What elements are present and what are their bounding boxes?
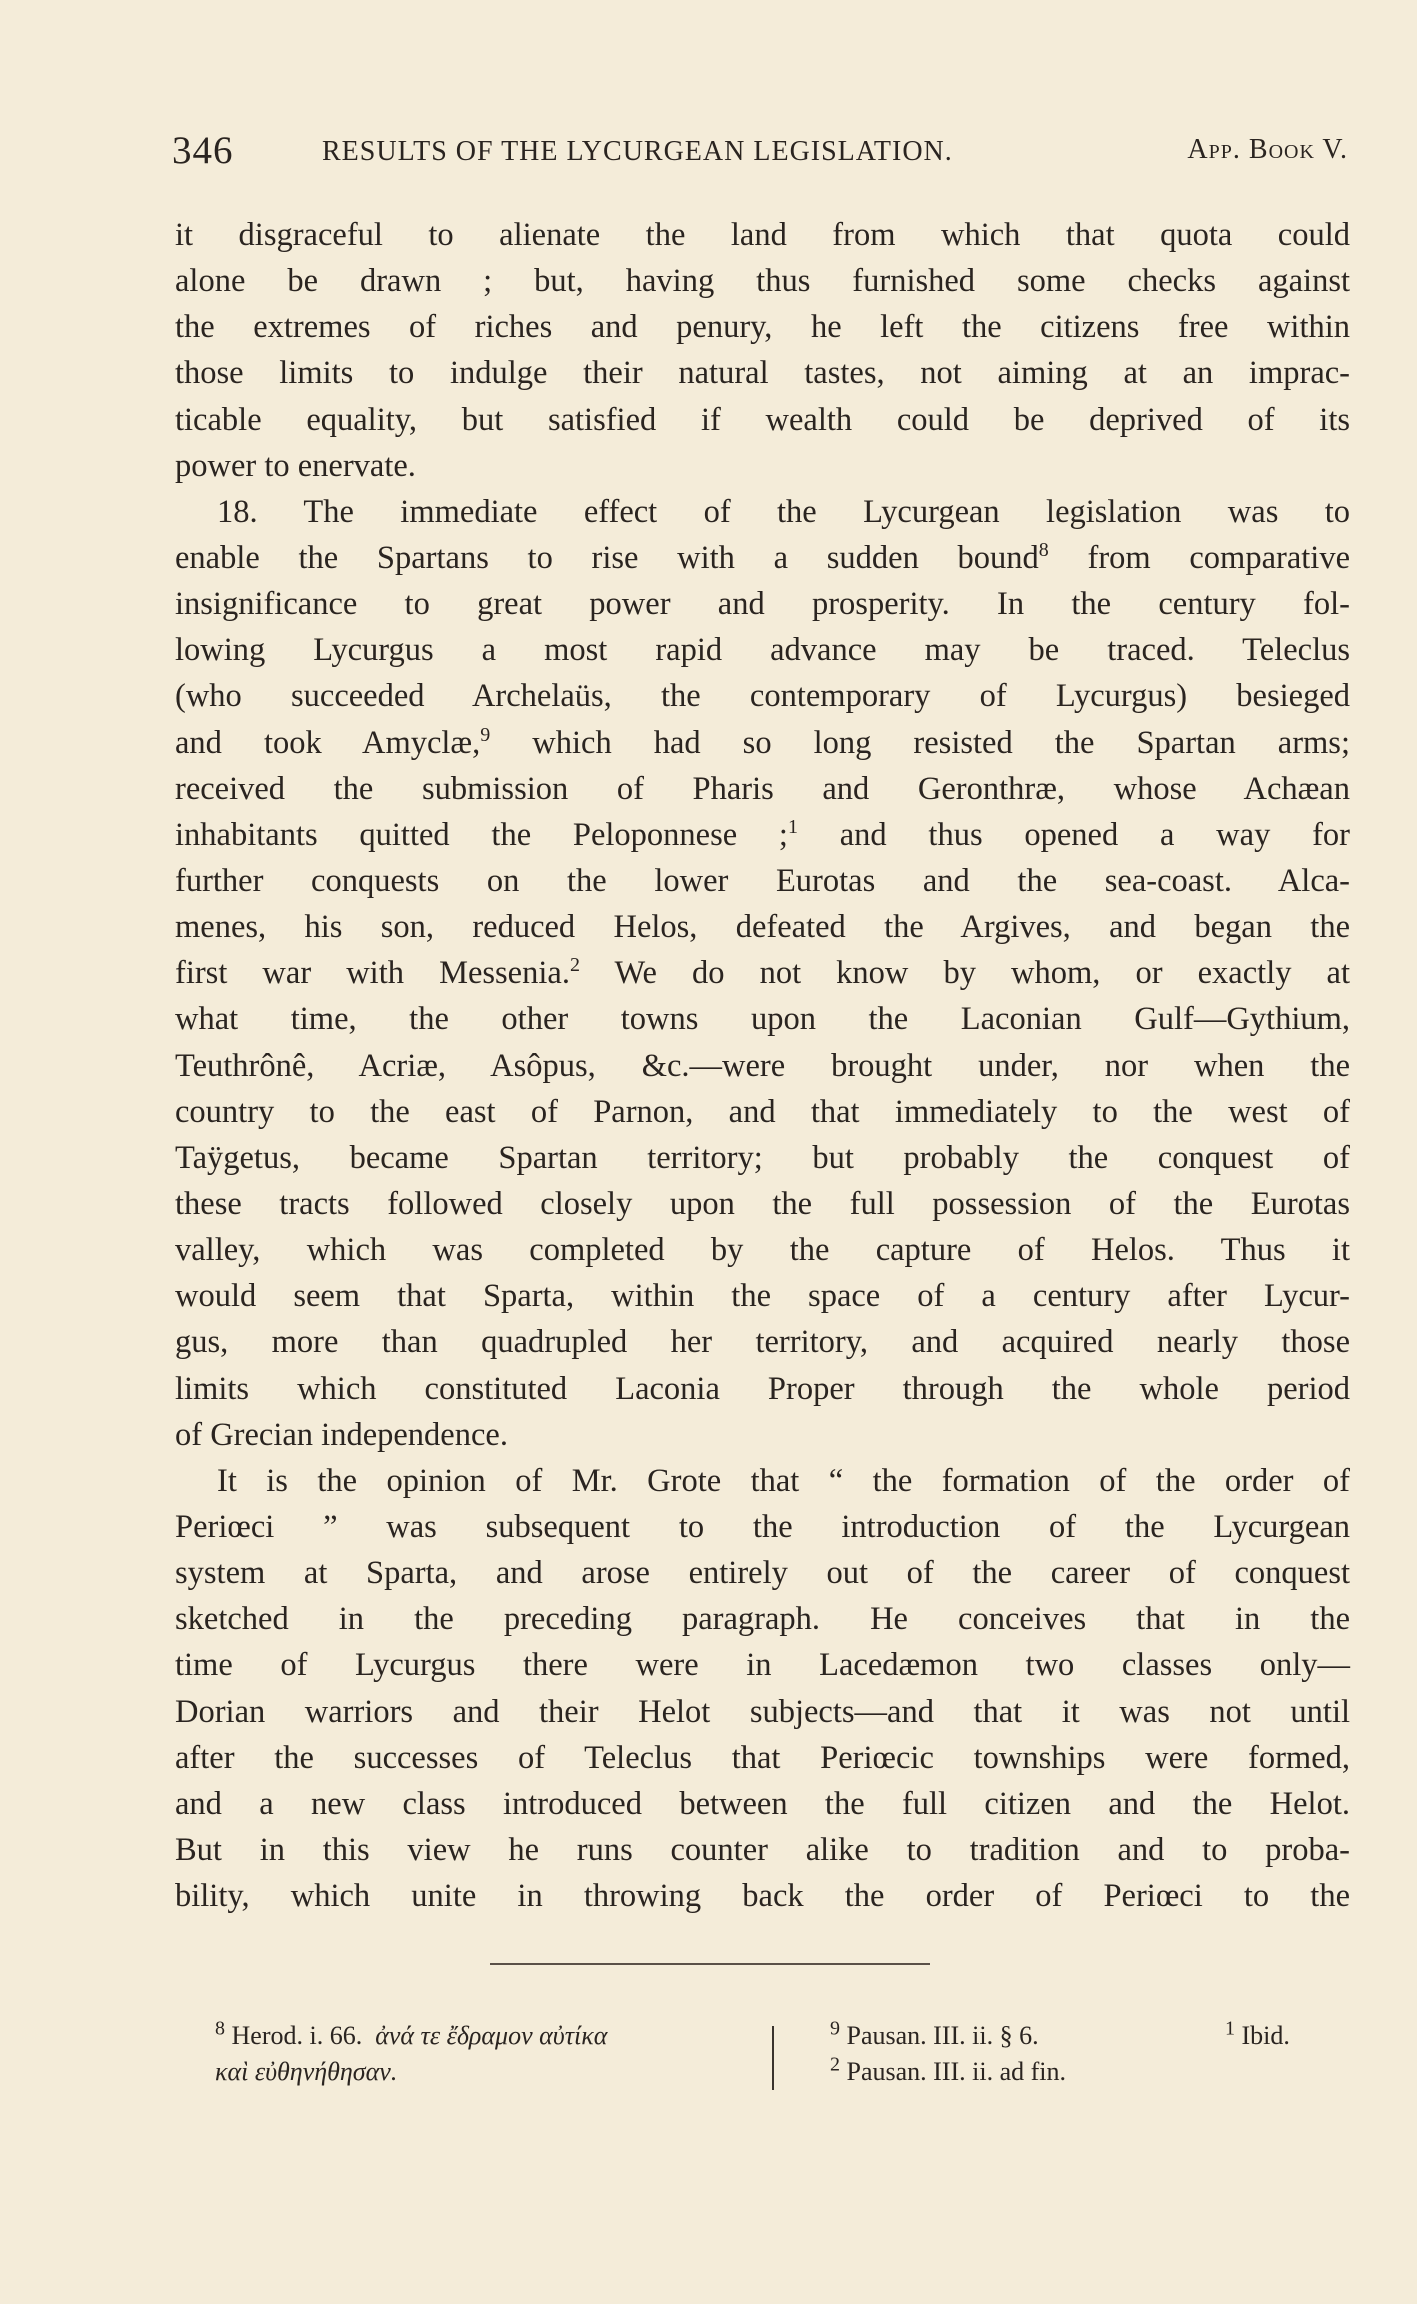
footnote-marker-2: 2	[569, 954, 580, 977]
footnote-1	[1225, 2018, 1345, 2054]
section-reference: App. Book V.	[1187, 134, 1348, 165]
text-line: sketched in the preceding paragraph. He conceives that in the	[175, 1601, 1350, 1638]
page-header	[172, 128, 1348, 178]
footnotes	[215, 2018, 1335, 2098]
text-fragment: first war with Messenia.	[175, 955, 570, 992]
text-line: menes, his son, reduced Helos, defeated the Argives, and began the	[175, 909, 1350, 946]
page-number: 346	[172, 129, 234, 172]
footnote-marker-9: 9	[480, 723, 491, 746]
footnotes-9-and-2	[830, 2018, 1160, 2090]
text-line: 18. The immediate effect of the Lycurgean legislation was to	[217, 493, 1350, 530]
text-fragment: inhabitants quitted the Peloponnese ;	[175, 816, 788, 853]
footnote-column-divider	[772, 2026, 774, 2090]
text-line: system at Sparta, and arose entirely out of the career of conquest	[175, 1555, 1350, 1592]
footnote-8	[215, 2018, 755, 2090]
text-line: of Grecian independence.	[175, 1416, 508, 1453]
text-line: limits which constituted Laconia Proper through the whole period	[175, 1370, 1350, 1407]
text-line: ticable equality, but satisfied if wealth could be deprived of its	[175, 401, 1350, 438]
text-line: Periœci ” was subsequent to the introduction of the Lycurgean	[175, 1508, 1350, 1545]
text-line: after the successes of Teleclus that Periœcic townships were formed,	[175, 1739, 1350, 1776]
text-fragment: and took Amyclæ,	[175, 724, 481, 761]
text-fragment: and thus opened a way for	[797, 816, 1350, 853]
text-line: what time, the other towns upon the Laconian Gulf—Gythium,	[175, 1001, 1350, 1038]
text-line: the extremes of riches and penury, he left the citizens free within	[175, 309, 1350, 346]
footnote-8-greek-quote: ἀνά τε ἔδραμον αὐτίκα	[375, 2021, 608, 2050]
text-line: received the submission of Pharis and Geronthræ, whose Achæan	[175, 770, 1350, 807]
footnote-2	[830, 2054, 1160, 2090]
text-line: But in this view he runs counter alike to tradition and to proba-	[175, 1831, 1350, 1868]
text-line: those limits to indulge their natural tastes, not aiming at an imprac-	[175, 355, 1350, 392]
footnote-1-citation: Ibid.	[1241, 2021, 1290, 2050]
text-fragment: enable the Spartans to rise with a sudden bound	[175, 539, 1039, 576]
text-line: alone be drawn ; but, having thus furnished some checks against	[175, 263, 1350, 300]
text-line: power to enervate.	[175, 447, 416, 484]
text-line: country to the east of Parnon, and that immediately to the west of	[175, 1093, 1350, 1130]
footnote-8-line-1	[215, 2018, 755, 2054]
footnote-separator-rule	[490, 1963, 930, 1965]
text-line: further conquests on the lower Eurotas and the sea-coast. Alca-	[175, 862, 1350, 899]
text-line	[175, 950, 1350, 996]
text-line: Taÿgetus, became Spartan territory; but probably the conquest of	[175, 1139, 1350, 1176]
text-line: (who succeeded Archelaüs, the contemporary of Lycurgus) besieged	[175, 678, 1350, 715]
footnote-8-marker: 8	[215, 2017, 225, 2040]
footnote-2-marker: 2	[830, 2053, 840, 2076]
text-line: it disgraceful to alienate the land from which that quota could	[175, 217, 1350, 253]
footnote-marker-1: 1	[787, 816, 798, 838]
text-line	[175, 812, 1350, 858]
body-text	[175, 212, 1350, 1919]
footnote-1-marker: 1	[1225, 2017, 1235, 2040]
text-line: Teuthrônê, Acriæ, Asôpus, &c.—were brought under, nor when the	[175, 1047, 1350, 1084]
text-line	[175, 535, 1350, 581]
text-fragment: which had so long resisted the Spartan arms;	[490, 724, 1350, 761]
text-line	[175, 720, 1350, 766]
text-line: would seem that Sparta, within the space of a century after Lycur-	[175, 1278, 1350, 1315]
text-line: lowing Lycurgus a most rapid advance may be traced. Teleclus	[175, 632, 1350, 669]
text-line: Dorian warriors and their Helot subjects—and that it was not until	[175, 1693, 1350, 1730]
footnote-8-citation: Herod. i. 66.	[231, 2021, 363, 2050]
text-line: insignificance to great power and prosperity. In the century fol-	[175, 586, 1350, 623]
running-title: RESULTS OF THE LYCURGEAN LEGISLATION.	[322, 136, 953, 167]
footnote-9-citation: Pausan. III. ii. § 6.	[846, 2021, 1039, 2050]
text-line: bility, which unite in throwing back the order of Periœci to the	[175, 1878, 1350, 1915]
footnote-9	[830, 2018, 1160, 2054]
text-line: and a new class introduced between the full citizen and the Helot.	[175, 1785, 1350, 1822]
text-line: these tracts followed closely upon the full possession of the Eurotas	[175, 1185, 1350, 1222]
text-line: valley, which was completed by the capture of Helos. Thus it	[175, 1232, 1350, 1269]
text-fragment: We do not know by whom, or exactly at	[579, 955, 1350, 992]
text-fragment: from comparative	[1048, 539, 1350, 576]
footnote-9-marker: 9	[830, 2017, 840, 2040]
footnote-8-greek-quote-continued: καὶ εὐθηνήθησαν.	[215, 2057, 398, 2086]
text-line: It is the opinion of Mr. Grote that “ the formation of the order of	[217, 1462, 1350, 1499]
footnote-marker-8: 8	[1038, 539, 1049, 562]
footnote-2-citation: Pausan. III. ii. ad fin.	[846, 2057, 1067, 2086]
text-line: time of Lycurgus there were in Lacedæmon two classes only—	[175, 1647, 1350, 1684]
text-line: gus, more than quadrupled her territory, and acquired nearly those	[175, 1324, 1350, 1361]
